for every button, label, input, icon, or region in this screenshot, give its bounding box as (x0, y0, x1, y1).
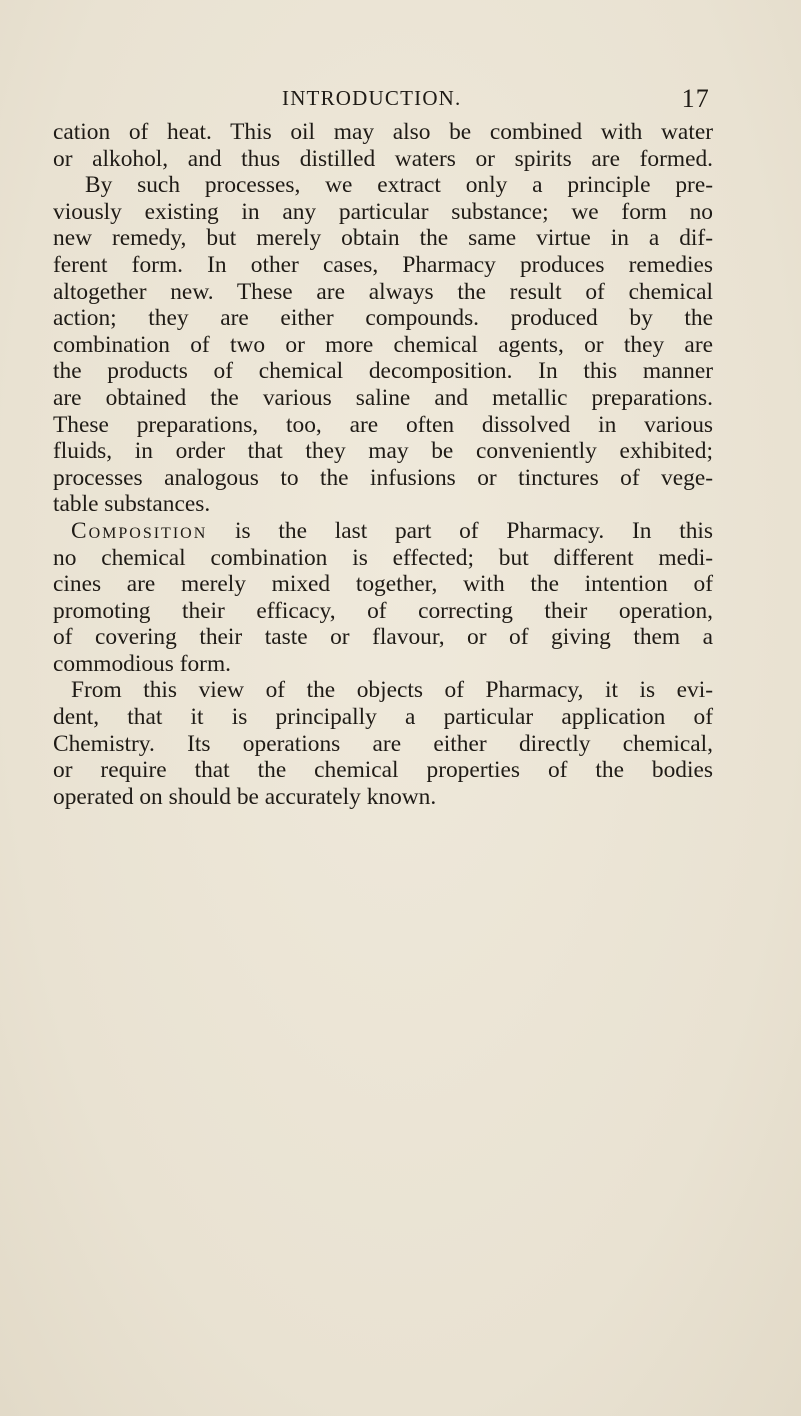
text-line: From this view of the objects of Pharmacy, it is evi- (71, 677, 713, 704)
text-line: of covering their taste or flavour, or of giving them a (53, 624, 713, 651)
text-line: dent, that it is principally a particular application of (53, 704, 713, 731)
text-line: are obtained the various saline and metallic preparations. (53, 384, 713, 411)
text-line: These preparations, too, are often dissolved in various (53, 411, 713, 438)
chapter-title: INTRODUCTION. (282, 86, 462, 110)
text-fragment: is the last part of Pharmacy. In this (207, 517, 713, 544)
text-line: new remedy, but merely obtain the same virtue in a dif- (53, 225, 713, 252)
text-line: fluids, in order that they may be conveniently exhibited; (53, 438, 713, 465)
text-line: no chemical combination is effected; but different medi- (53, 544, 713, 571)
text-line: By such processes, we extract only a principle pre- (85, 172, 713, 199)
text-line: or require that the chemical properties of the bodies (53, 757, 713, 784)
text-line: operated on should be accurately known. (53, 783, 437, 810)
text-line: combination of two or more chemical agents, or they are (53, 331, 713, 358)
text-line: promoting their efficacy, of correcting their operation, (53, 597, 713, 624)
page-number: 17 (681, 84, 710, 113)
text-line: the products of chemical decomposition. In this manner (53, 358, 713, 385)
body-text (53, 119, 713, 810)
text-line: cation of heat. This oil may also be combined with water (53, 119, 713, 145)
text-line: ferent form. In other cases, Pharmacy produces remedies (53, 251, 713, 278)
text-line: processes analogous to the infusions or tinctures of vege- (53, 464, 713, 491)
text-line: action; they are either compounds. produced by the (53, 305, 713, 332)
running-head (282, 86, 710, 118)
text-line: Chemistry. Its operations are either directly chemical, (53, 730, 713, 757)
text-line: or alkohol, and thus distilled waters or spirits are formed. (53, 145, 713, 172)
text-line: cines are merely mixed together, with the intention of (53, 571, 713, 598)
text-line: viously existing in any particular substance; we form no (53, 198, 713, 225)
section-term: Composition (71, 517, 208, 544)
text-line: commodious form. (53, 650, 232, 677)
text-line: table substances. (53, 491, 211, 518)
text-line: altogether new. These are always the result of chemical (53, 278, 713, 305)
text-line (53, 518, 713, 545)
